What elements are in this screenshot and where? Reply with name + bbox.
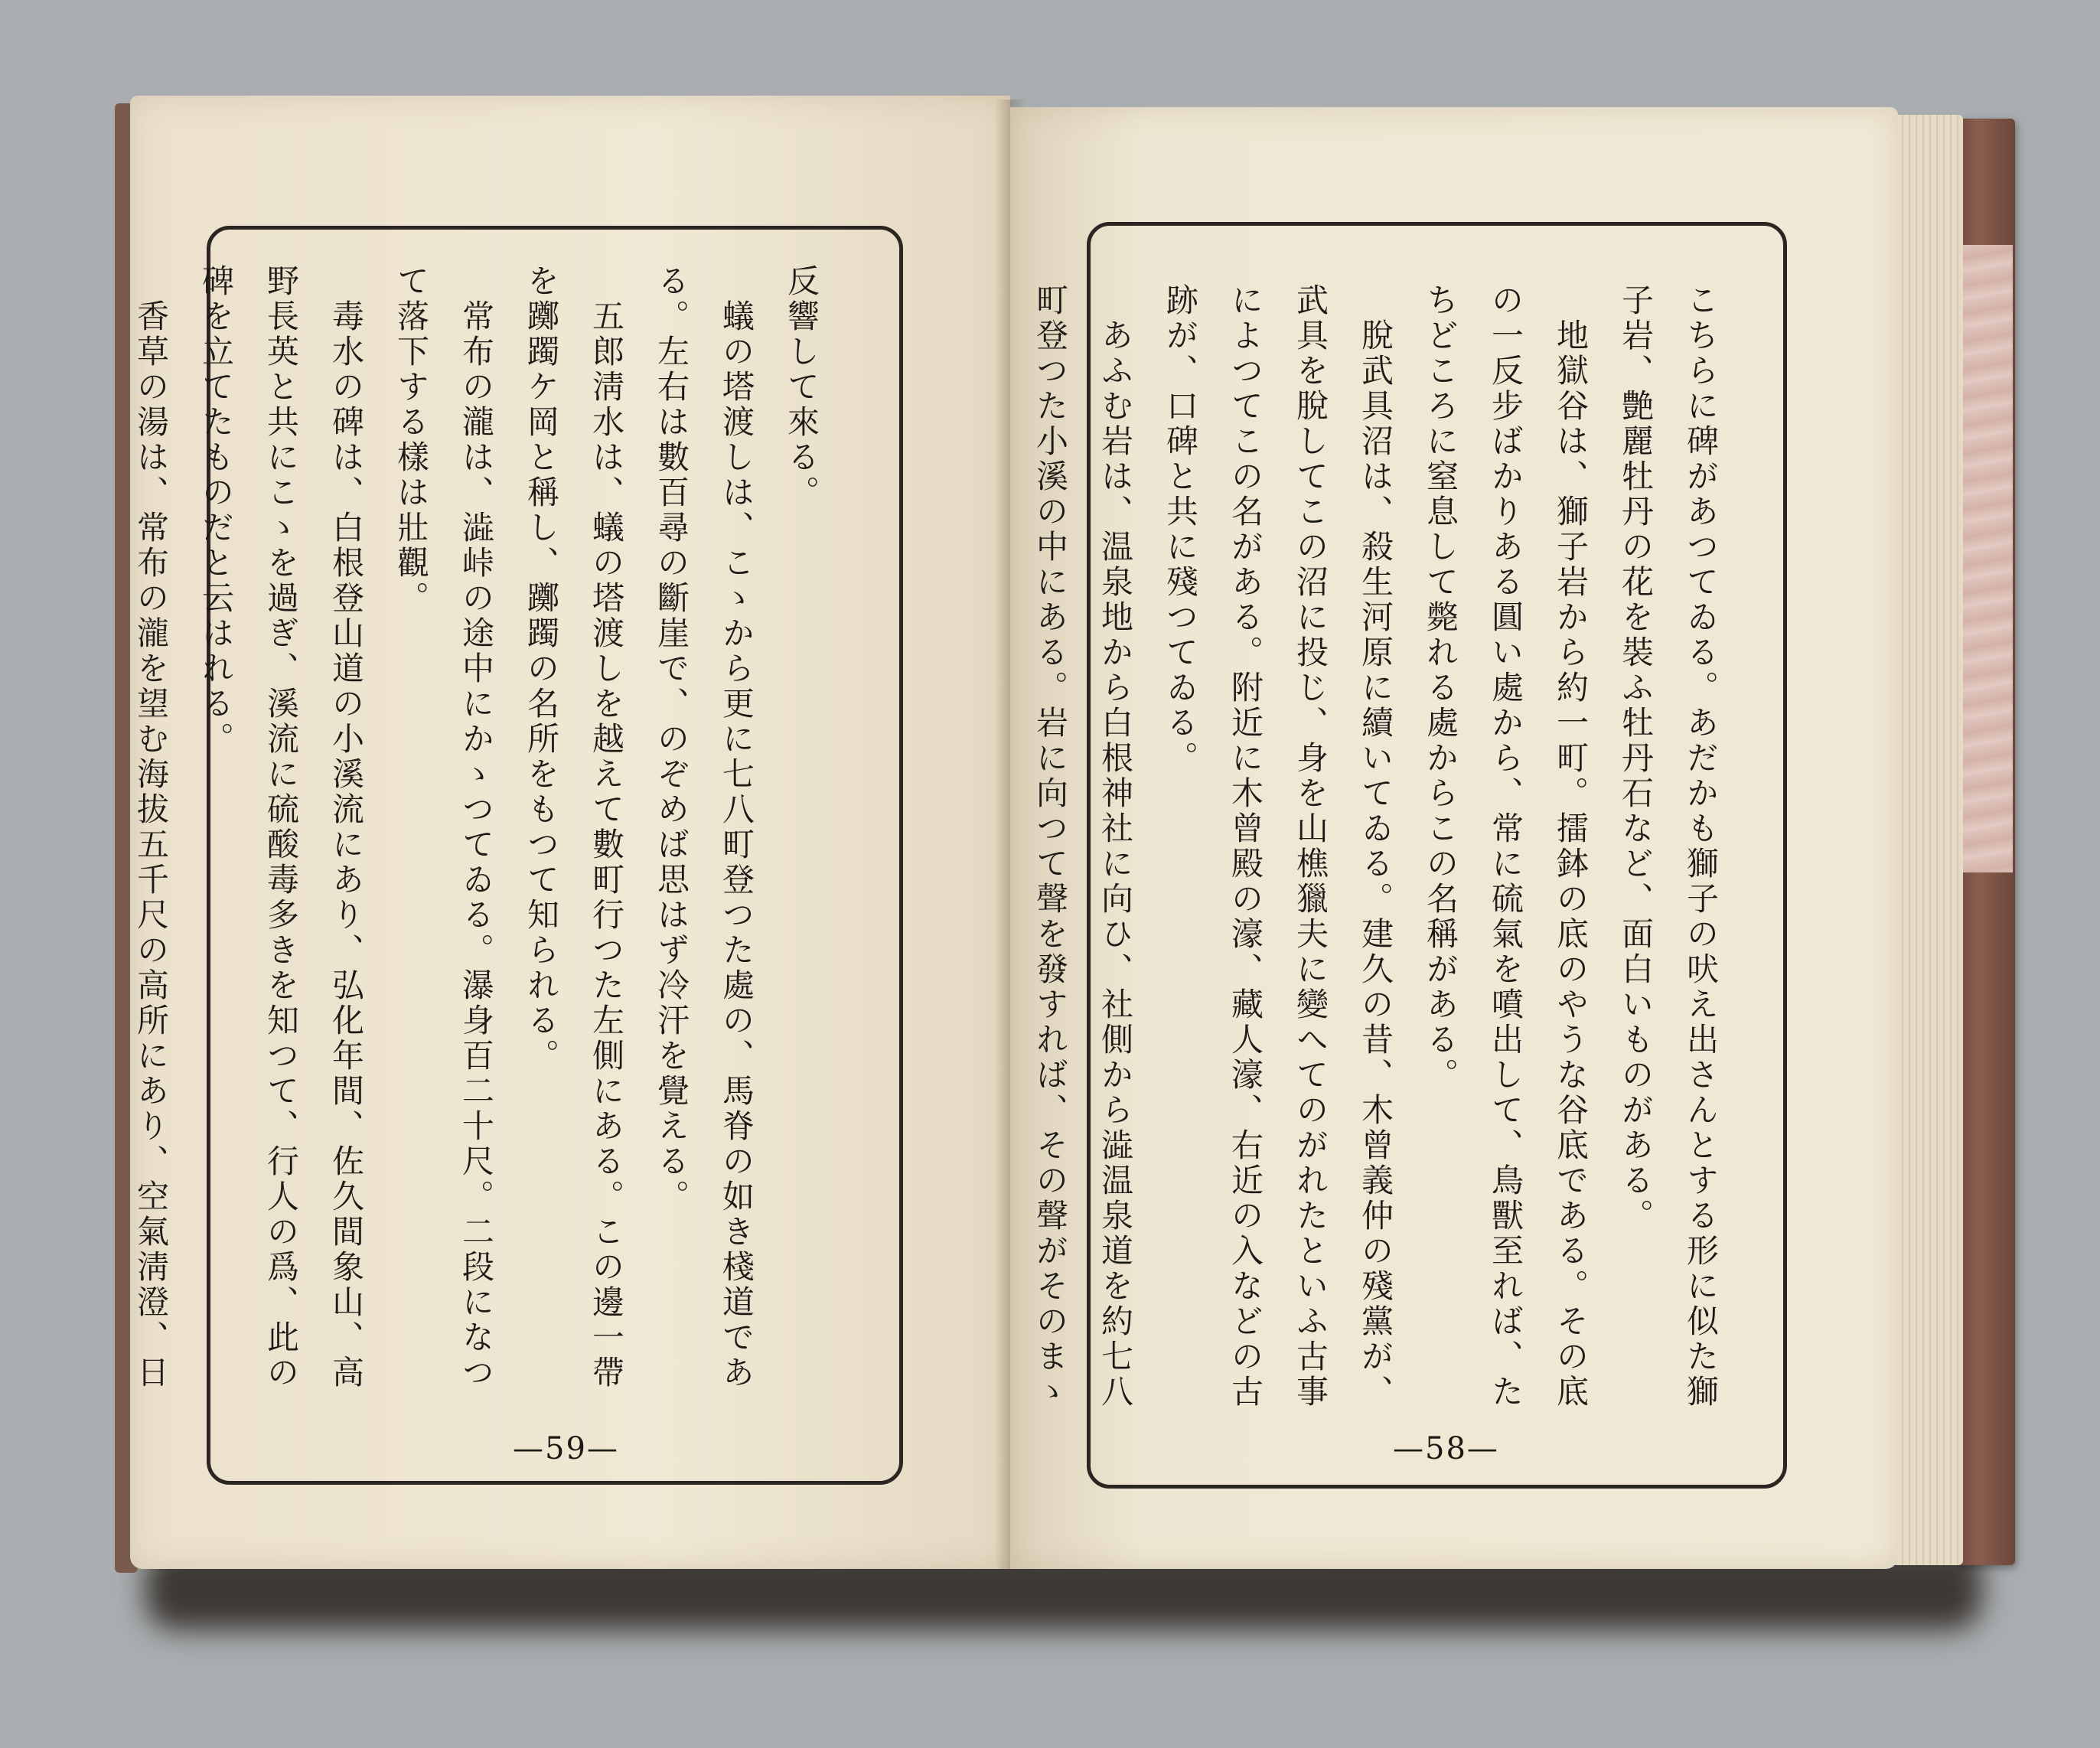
right-page (1010, 107, 1898, 1569)
text-line: 町登つた小溪の中にある。岩に向つて聲を發すれば、その聲がそのまゝ (1032, 283, 1069, 1410)
text-line: 常布の瀧は、澁峠の途中にかゝつてゐる。瀑身百二十尺。二段になつ (458, 299, 495, 1391)
text-line: 跡が、口碑と共に殘つてゐる。 (1162, 283, 1199, 776)
left-page-text (119, 264, 834, 1391)
text-line: 反響して來る。 (783, 264, 820, 510)
text-line: 子岩、艶麗牡丹の花を裝ふ牡丹石など、面白いものがある。 (1617, 283, 1655, 1234)
page-number: —58— (1393, 1431, 1499, 1466)
text-line: る。左右は數百尋の斷崖で、のぞめば思はず冷汗を覺える。 (653, 264, 690, 1215)
text-line: 地獄谷は、獅子岩から約一町。擂鉢の底のやうな谷底である。その底 (1552, 318, 1590, 1410)
text-line: 毒水の碑は、白根登山道の小溪流にあり、弘化年間、佐久間象山、高 (328, 299, 365, 1391)
text-line: て落下する樣は壯觀。 (393, 264, 430, 616)
text-line: あふむ岩は、温泉地から白根神社に向ひ、社側から澁温泉道を約七八 (1097, 318, 1134, 1410)
text-line: の一反步ばかりある圓い處から、常に硫氣を噴出して、鳥獸至れば、た (1487, 283, 1524, 1410)
text-line: ちどころに窒息して斃れる處からこの名稱がある。 (1422, 283, 1459, 1093)
right-page-text (1018, 283, 1733, 1410)
left-page (130, 96, 1010, 1569)
text-line: 五郎淸水は、蟻の塔渡しを越えて數町行つた左側にある。この邊一帶 (588, 299, 625, 1391)
cover-pattern-strip (1959, 245, 2013, 872)
text-line: によつてこの名がある。附近に木曾殿の濠、藏人濠、右近の入などの古 (1227, 283, 1264, 1410)
text-line: 脫武具沼は、殺生河原に續いてゐる。建久の昔、木曾義仲の殘黨が、 (1357, 318, 1394, 1410)
text-line: こちらに碑があつてゐる。あだかも獅子の吠え出さんとする形に似た獅 (1682, 283, 1720, 1410)
text-line: 武具を脫してこの沼に投じ、身を山樵獵夫に變へてのがれたといふ古事 (1292, 283, 1329, 1410)
page-number: —59— (513, 1431, 619, 1466)
page-edges (1890, 115, 1963, 1565)
text-line: を躑躅ケ岡と稱し、躑躅の名所をもつて知られる。 (523, 264, 560, 1074)
text-line: 野長英と共にこゝを過ぎ、溪流に硫酸毒多きを知つて、行人の爲、此の (262, 264, 300, 1391)
text-line: 香草の湯は、常布の瀧を望む海拔五千尺の高所にあり、空氣淸澄、日 (132, 299, 170, 1391)
text-line: 碑を立てたものだと云はれる。 (197, 264, 235, 757)
text-line: 蟻の塔渡しは、こゝから更に七八町登つた處の、馬脊の如き棧道であ (718, 299, 755, 1391)
